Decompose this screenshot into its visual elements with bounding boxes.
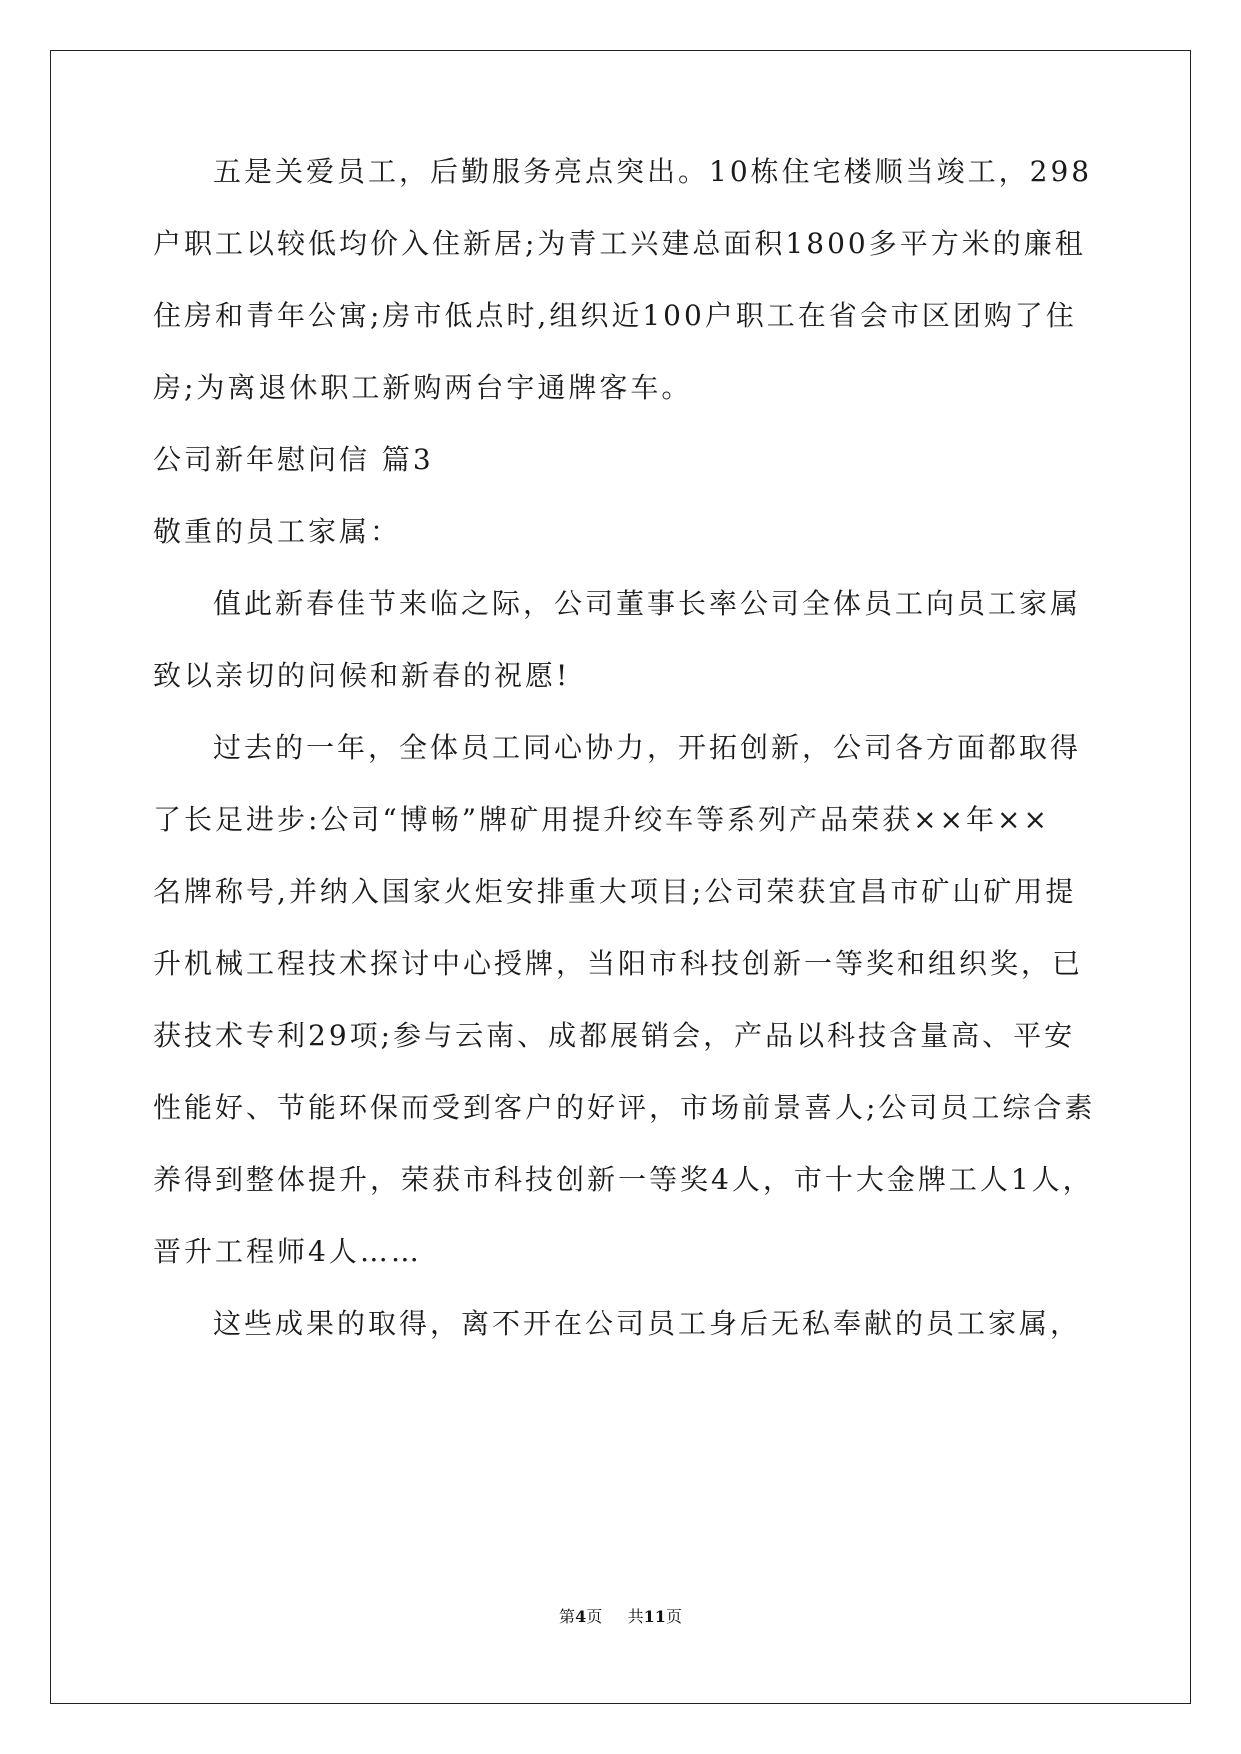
paragraph-line: 这些成果的取得，离不开在公司员工身后无私奉献的员工家属， (213, 1307, 1082, 1340)
paragraph-line: 性能好、节能环保而受到客户的好评，市场前景喜人;公司员工综合素 (153, 1091, 1096, 1124)
paragraph-line: 升机械工程技术探讨中心授牌，当阳市科技创新一等奖和组织奖，已 (153, 947, 1084, 980)
paragraph-line: 房;为离退休职工新购两台宇通牌客车。 (153, 371, 693, 404)
footer-page-prefix: 第 (559, 1607, 576, 1626)
paragraph-line: 五是关爱员工，后勤服务亮点突出。10栋住宅楼顺当竣工，298 (213, 155, 1093, 188)
paragraph-line: 过去的一年，全体员工同心协力，开拓创新，公司各方面都取得 (213, 731, 1082, 764)
paragraph-line: 获技术专利29项;参与云南、成都展销会，产品以科技含量高、平安 (153, 1019, 1076, 1052)
paragraph-line: 值此新春佳节来临之际，公司董事长率公司全体员工向员工家属 (213, 587, 1082, 620)
section-title: 公司新年慰问信 篇3 (153, 443, 434, 476)
footer-page-number: 4 (575, 1607, 587, 1626)
paragraph-line: 了长足进步:公司“博畅”牌矿用提升绞车等系列产品荣获××年×× (153, 803, 1050, 836)
salutation: 敬重的员工家属： (153, 515, 402, 548)
paragraph-line: 住房和青年公寓;房市低点时,组织近100户职工在省会市区团购了住 (153, 299, 1077, 332)
footer-total-pages: 11 (643, 1607, 666, 1626)
paragraph-line: 晋升工程师4人…… (153, 1235, 422, 1268)
paragraph-line: 致以亲切的问候和新春的祝愿! (153, 659, 571, 692)
footer-page-suffix: 页 (586, 1607, 603, 1626)
page-footer (0, 1604, 1241, 1627)
paragraph-line: 养得到整体提升，荣获市科技创新一等奖4人，市十大金牌工人1人， (153, 1163, 1094, 1196)
paragraph-line: 户职工以较低均价入住新居;为青工兴建总面积1800多平方米的廉租 (153, 227, 1086, 260)
paragraph-line: 名牌称号,并纳入国家火炬安排重大项目;公司荣获宜昌市矿山矿用提 (153, 875, 1077, 908)
footer-total-suffix: 页 (665, 1607, 682, 1626)
footer-total-prefix: 共 (627, 1607, 644, 1626)
